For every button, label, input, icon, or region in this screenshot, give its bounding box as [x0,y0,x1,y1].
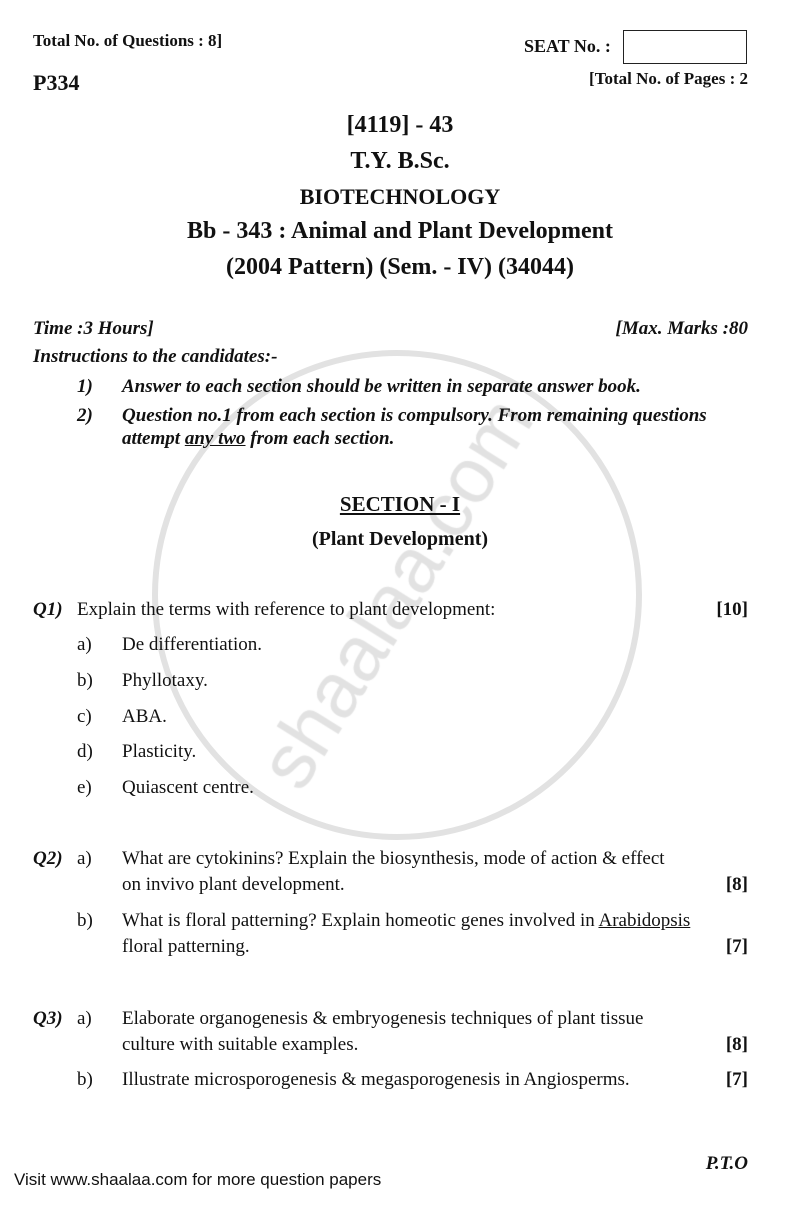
item-label: b) [77,910,93,931]
marks: [8] [725,874,748,895]
seat-no-label: SEAT No. : [524,36,611,56]
marks: [7] [725,936,748,957]
item-label: d) [77,741,93,762]
pattern: (2004 Pattern) (Sem. - IV) (34044) [226,254,574,280]
marks: [7] [725,1069,748,1090]
text-underlined: Arabidopsis [598,910,691,931]
subject: BIOTECHNOLOGY [299,184,501,209]
exam-code: [4119] - 43 [346,112,454,138]
time: Time :3 Hours] [33,318,154,339]
total-questions: Total No. of Questions : 8] [33,31,223,50]
item-label: a) [77,1008,92,1029]
item-label: b) [77,670,93,691]
text: from each section. [245,428,395,449]
item-label: e) [77,777,92,798]
item-text: culture with suitable examples. [122,1034,359,1055]
pto: P.T.O [705,1153,748,1174]
item-text: Elaborate organogenesis & embryogenesis techniques of plant tissue [122,1008,644,1029]
instruction-text: Question no.1 from each section is compulsory. From remaining questions [122,405,707,426]
item-text: ABA. [122,706,167,727]
item-text: What are cytokinins? Explain the biosynthesis, mode of action & effect [122,848,665,869]
paper-code: P334 [33,70,80,95]
text: What is floral patterning? Explain homeotic genes involved in [122,910,599,931]
instruction-num: 2) [77,405,93,426]
item-label: a) [77,848,92,869]
item-text: on invivo plant development. [122,874,345,895]
text: attempt [122,428,185,449]
section-subtitle: (Plant Development) [311,528,489,550]
question-label: Q2) [33,848,63,869]
item-text: Illustrate microsporogenesis & megasporogenesis in Angiosperms. [122,1069,630,1090]
total-pages: [Total No. of Pages : 2 [589,69,748,88]
instruction-text: Answer to each section should be written in separate answer book. [122,376,641,397]
instructions-heading: Instructions to the candidates:- [33,346,278,367]
question-text: Explain the terms with reference to plant development: [77,599,496,620]
question-label: Q1) [33,599,63,620]
item-text [122,910,690,932]
instruction-num: 1) [77,376,93,397]
text-underlined: any two [184,428,246,449]
marks: [10] [716,599,748,620]
course: T.Y. B.Sc. [350,148,450,174]
marks: [8] [725,1034,748,1055]
instruction-text [122,428,394,450]
question-label: Q3) [33,1008,63,1029]
item-label: a) [77,634,92,655]
max-marks: [Max. Marks :80 [615,318,748,339]
item-text: Phyllotaxy. [122,670,208,691]
item-label: b) [77,1069,93,1090]
seat-no-box [623,30,747,64]
item-text: floral patterning. [122,936,250,957]
item-text: De differentiation. [122,634,262,655]
section-title: SECTION - I [339,492,461,516]
item-text: Quiascent centre. [122,777,254,798]
item-text: Plasticity. [122,741,197,762]
footer-visit-link[interactable]: Visit www.shaalaa.com for more question papers [14,1170,382,1189]
item-label: c) [77,706,92,727]
paper-title: Bb - 343 : Animal and Plant Development [186,218,614,244]
